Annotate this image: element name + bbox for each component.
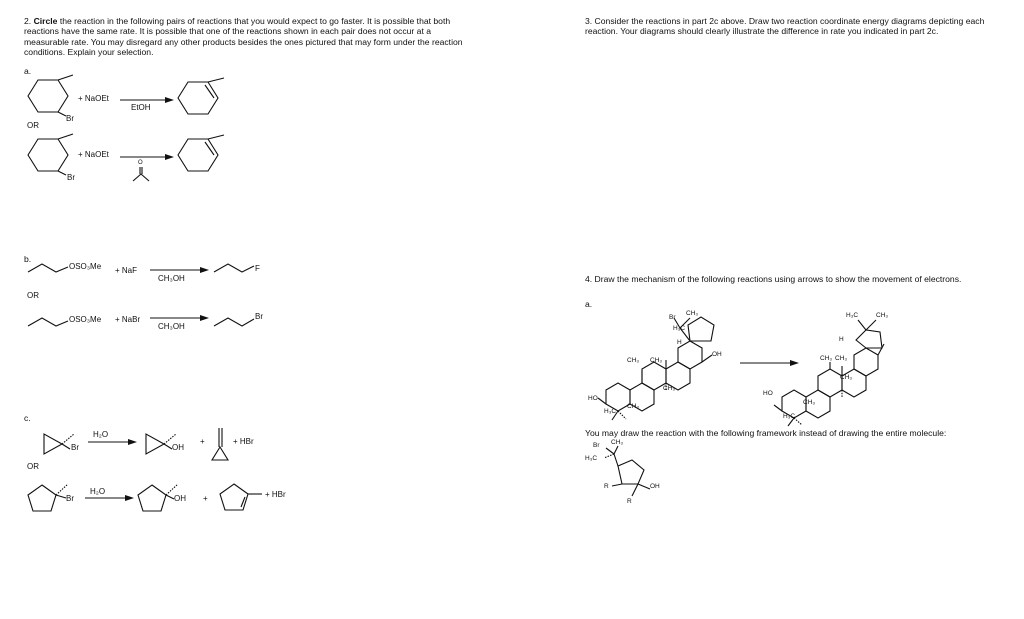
b1-product-f: F bbox=[255, 264, 260, 273]
gem-dimethyl-bond bbox=[794, 418, 802, 425]
framework-br: Br bbox=[593, 442, 600, 449]
2b-reaction-2 bbox=[28, 315, 254, 326]
cyclopropane-ring bbox=[44, 434, 62, 454]
b1-reagent: + NaF bbox=[115, 266, 138, 275]
q2-number: 2. bbox=[24, 16, 32, 26]
a2-reagent: + NaOEt bbox=[78, 150, 109, 159]
methyl-bond bbox=[604, 454, 614, 458]
c1-br: Br bbox=[71, 443, 79, 452]
c2-br: Br bbox=[66, 494, 74, 503]
c2-water: H₂O bbox=[90, 487, 106, 496]
methyl-bond bbox=[58, 134, 73, 139]
cyclopentane-ring bbox=[688, 317, 714, 341]
gem-dimethyl-bond bbox=[618, 411, 626, 419]
br-bond bbox=[58, 171, 66, 175]
ring-double-bond bbox=[205, 142, 214, 155]
product-h3c-bottom: H₃C bbox=[783, 413, 796, 420]
reactant-h: H bbox=[677, 339, 682, 346]
cyclopentane-ring bbox=[28, 485, 56, 511]
c1-plus: + bbox=[200, 437, 205, 446]
arrowhead bbox=[165, 97, 174, 103]
framework-cyclopentane bbox=[618, 460, 644, 484]
reactant-ch3-c: CH₃ bbox=[627, 357, 640, 364]
isopropyl-bond bbox=[614, 446, 618, 454]
q2-part-b-label: b. bbox=[24, 254, 32, 264]
arrowhead bbox=[200, 267, 209, 273]
cyclopentanol-ring bbox=[138, 485, 166, 511]
or-label-3: OR bbox=[27, 462, 39, 471]
a1-br: Br bbox=[66, 114, 74, 123]
b2-leaving-group: OSO₃Me bbox=[69, 315, 102, 324]
2a-reaction-2 bbox=[28, 134, 224, 181]
arrowhead bbox=[165, 154, 174, 160]
methylcyclohexene-product bbox=[178, 139, 218, 171]
ch2oh-bond bbox=[702, 355, 712, 362]
br-bond bbox=[62, 444, 70, 449]
q4-reactant-structure bbox=[598, 317, 714, 420]
product-ho: HO bbox=[763, 390, 773, 397]
isopropyl-bond bbox=[614, 454, 618, 466]
ch2oh-bond bbox=[638, 484, 650, 489]
acetone-o: O bbox=[138, 160, 143, 166]
framework-ch3: CH₃ bbox=[611, 439, 624, 446]
c2-oh: OH bbox=[174, 494, 186, 503]
ring-f bbox=[856, 330, 882, 348]
ho-bond bbox=[774, 405, 782, 411]
br-bond bbox=[58, 112, 66, 116]
product-h: H bbox=[839, 336, 844, 343]
product-ch3-d: CH₃ bbox=[835, 355, 848, 362]
a1-reagent: + NaOEt bbox=[78, 94, 109, 103]
reactant-br: Br bbox=[669, 314, 676, 321]
framework-r-bottom: R bbox=[627, 498, 632, 505]
question-3-text: 3. Consider the reactions in part 2c above. Draw two reaction coordinate energy diagrams depicting each reaction. Your diagrams should clearly illustrate the difference in rate you indicated in part 2c. bbox=[585, 16, 985, 37]
product-ch3-bottom-2: CH₃ bbox=[803, 399, 816, 406]
2a-reaction-1 bbox=[28, 75, 224, 116]
oh-bond bbox=[166, 495, 174, 499]
c1-oh: OH bbox=[172, 443, 184, 452]
q2-instructions: the reaction in the following pairs of reactions that you would expect to go faster. It is possible that both reactions have the same rate. It is possible that one of the reactions shown in each pair does not occur at a measurable rate. You may disregard any other products besides the ones pictured that may form under the reaction conditions. Explain your selection. bbox=[24, 16, 463, 58]
b2-reagent: + NaBr bbox=[115, 315, 141, 324]
q2-bold-word: Circle bbox=[33, 16, 58, 26]
arrowhead bbox=[128, 439, 137, 445]
product-ch3-bottom: CH₃ bbox=[840, 374, 853, 381]
reactant-oh: OH bbox=[712, 351, 722, 358]
reactant-h3c: H₃C bbox=[673, 325, 686, 332]
reactant-ch3-bottom: CH₃ bbox=[663, 385, 676, 392]
c2-hbr: + HBr bbox=[265, 490, 286, 499]
q2-part-a-label: a. bbox=[24, 66, 32, 76]
oh-bond bbox=[164, 444, 172, 449]
or-label-1: OR bbox=[27, 121, 39, 130]
propyl-bromide bbox=[214, 318, 254, 326]
arrowhead bbox=[200, 315, 209, 321]
reactant-h3c-bottom: H₃C bbox=[604, 408, 617, 415]
arrowhead bbox=[125, 495, 134, 501]
q4-arrowhead bbox=[790, 360, 799, 366]
framework-h3c: H₃C bbox=[585, 455, 598, 462]
methylcyclopentene-ring bbox=[220, 484, 248, 510]
q2-part-c-label: c. bbox=[24, 413, 31, 423]
r-bond bbox=[612, 484, 622, 486]
gem-dimethyl-bond bbox=[866, 320, 876, 330]
product-ch3-c: CH₃ bbox=[820, 355, 833, 362]
a2-br: Br bbox=[67, 173, 75, 182]
bridge-bond bbox=[878, 344, 884, 355]
c1-hbr: + HBr bbox=[233, 437, 254, 446]
methyl-bond bbox=[58, 75, 73, 80]
framework-r-left: R bbox=[604, 483, 609, 490]
product-methyl-bond bbox=[208, 135, 224, 139]
q4-framework-structure bbox=[604, 446, 650, 496]
gem-dimethyl-bond bbox=[858, 320, 866, 330]
question-4-text: 4. Draw the mechanism of the following reactions using arrows to show the movement of electrons. bbox=[585, 274, 962, 284]
product-ch3-top: CH₃ bbox=[876, 312, 889, 319]
acetone-bond bbox=[141, 174, 149, 181]
q4-framework-note: You may draw the reaction with the following framework instead of drawing the entire molecule: bbox=[585, 428, 947, 438]
ring-e bbox=[854, 348, 878, 376]
c1-water: H₂O bbox=[93, 430, 109, 439]
reactant-ch3-d: CH₃ bbox=[650, 357, 663, 364]
ring-c bbox=[818, 369, 842, 397]
br-bond bbox=[56, 495, 66, 498]
2c-reaction-2 bbox=[28, 484, 262, 511]
product-h3c-top: H₃C bbox=[846, 312, 859, 319]
q4-part-a-label: a. bbox=[585, 299, 593, 309]
cyclopropanol-ring bbox=[146, 434, 164, 454]
reactant-ch3-top: CH₃ bbox=[686, 310, 699, 317]
propyl-fluoride bbox=[214, 264, 254, 272]
b2-product-br: Br bbox=[255, 312, 263, 321]
propyl-chain bbox=[28, 318, 68, 326]
c2-plus: + bbox=[203, 494, 208, 503]
or-label-2: OR bbox=[27, 291, 39, 300]
q4-product-structure bbox=[774, 320, 884, 426]
acetone-bond bbox=[133, 174, 141, 181]
b1-solvent: CH₃OH bbox=[158, 274, 185, 283]
2b-reaction-1 bbox=[28, 264, 254, 273]
reactant-ho: HO bbox=[588, 395, 598, 402]
reactant-ch3-bottom-2: CH₃ bbox=[627, 403, 640, 410]
a1-solvent: EtOH bbox=[131, 103, 151, 112]
methylcyclohexene-product bbox=[178, 82, 218, 114]
cyclohexane-ring bbox=[28, 139, 68, 171]
ho-bond bbox=[598, 398, 606, 404]
b1-leaving-group: OSO₃Me bbox=[69, 262, 102, 271]
ring-double-bond bbox=[205, 85, 214, 98]
b2-solvent: CH₃OH bbox=[158, 322, 185, 331]
r-bond bbox=[632, 484, 638, 496]
product-methyl-bond bbox=[208, 78, 224, 82]
cyclohexane-ring bbox=[28, 80, 68, 112]
propyl-chain bbox=[28, 264, 68, 272]
framework-oh: OH bbox=[650, 483, 660, 490]
methylenecyclopropane-ring bbox=[212, 447, 228, 460]
isopropyl-bond bbox=[606, 448, 614, 454]
